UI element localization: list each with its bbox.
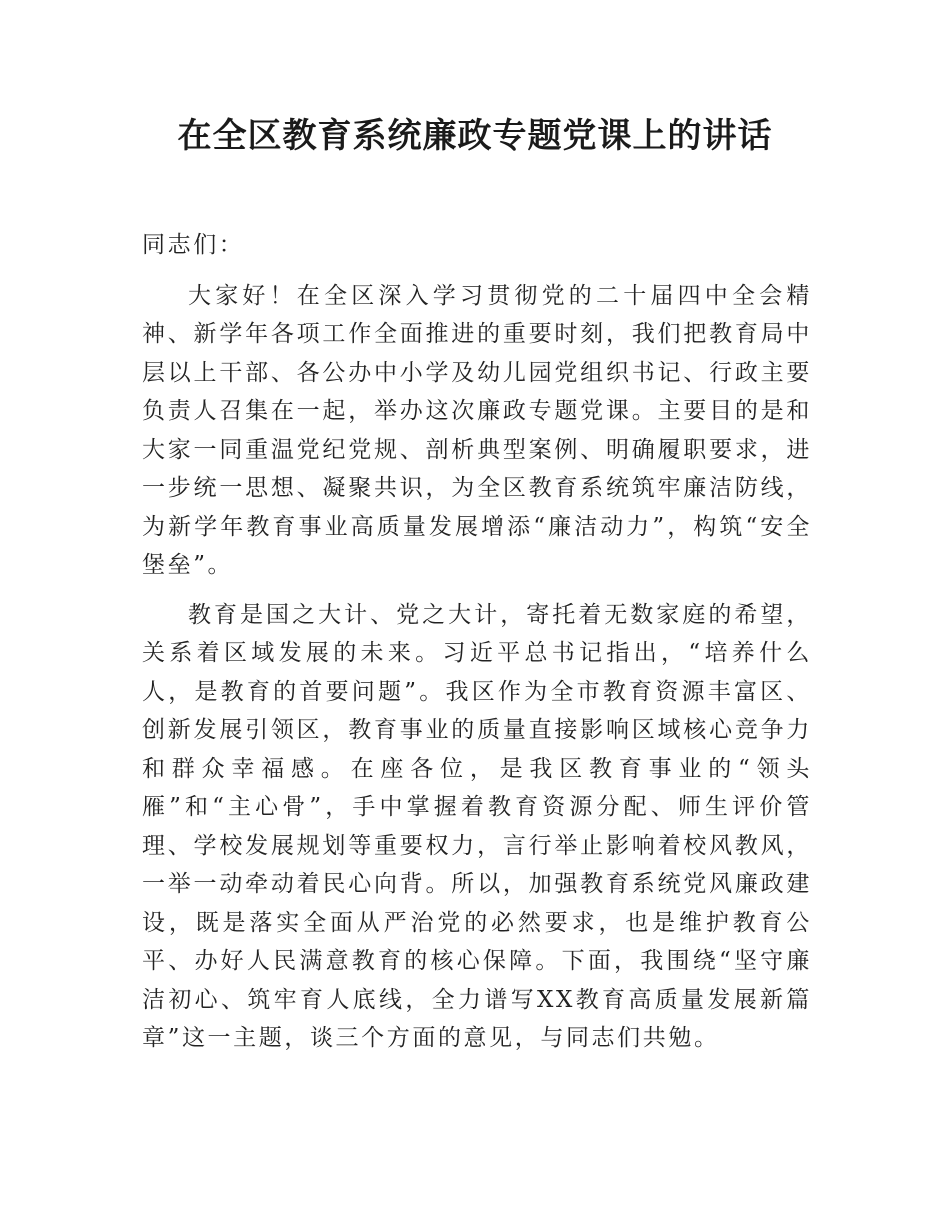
paragraph-opening: 大家好！在全区深入学习贯彻党的二十届四中全会精神、新学年各项工作全面推进的重要时刻，我们把教育局中层以上干部、各公办中小学及幼儿园党组织书记、行政主要负责人召集在一起，举办这次廉政专题党课。主要目的是和大家一同重温党纪党规、剖析典型案例、明确履职要求，进一步统一思想、凝聚共识，为全区教育系统筑牢廉洁防线，为新学年教育事业高质量发展增添“廉洁动力”，构筑“安全堡垒”。 <box>142 282 812 578</box>
document-body <box>142 226 812 1069</box>
salutation: 同志们： <box>142 232 245 258</box>
document-title: 在全区教育系统廉政专题党课上的讲话 <box>177 116 773 156</box>
paragraph-education-importance: 教育是国之大计、党之大计，寄托着无数家庭的希望，关系着区域发展的未来。习近平总书记指出，“培养什么人，是教育的首要问题”。我区作为全市教育资源丰富区、创新发展引领区，教育事业的质量直接影响区域核心竞争力和群众幸福感。在座各位，是我区教育事业的“领头雁”和“主心骨”，手中掌握着教育资源分配、师生评价管理、学校发展规划等重要权力，言行举止影响着校风教风，一举一动牵动着民心向背。所以，加强教育系统党风廉政建设，既是落实全面从严治党的必然要求，也是维护教育公平、办好人民满意教育的核心保障。下面，我围绕“坚守廉洁初心、筑牢育人底线，全力谱写XX教育高质量发展新篇章”这一主题，谈三个方面的意见，与同志们共勉。 <box>142 601 812 1051</box>
